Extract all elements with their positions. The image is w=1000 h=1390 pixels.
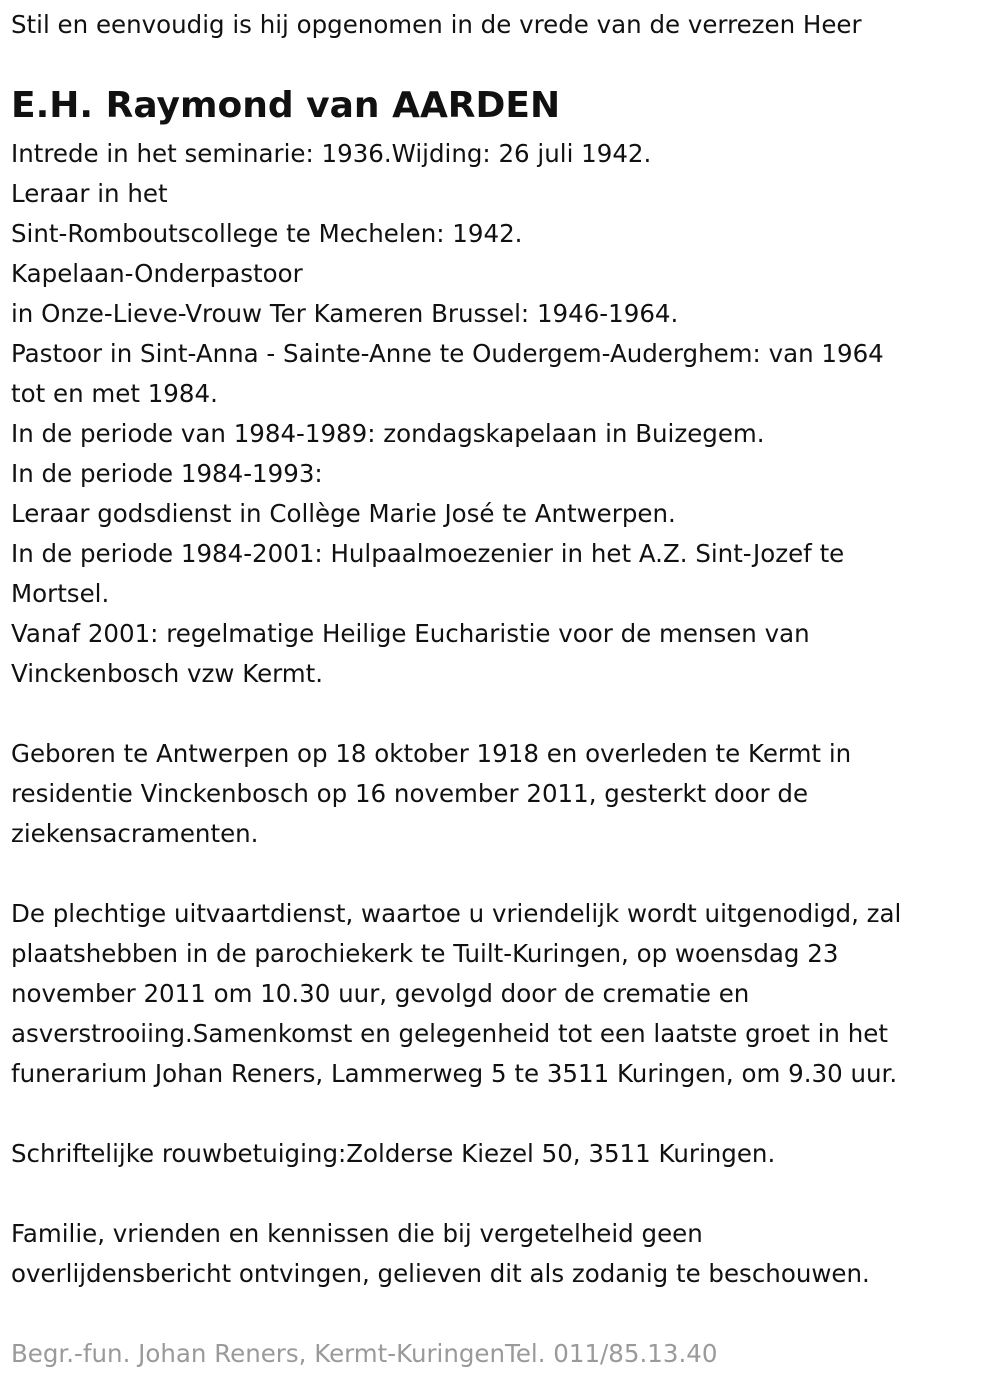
birth-death-line: residentie Vinckenbosch op 16 november 2011, gesterkt door de — [11, 779, 809, 808]
career-section — [11, 134, 884, 694]
condolence-address: Schriftelijke rouwbetuiging:Zolderse Kiezel 50, 3511 Kuringen. — [11, 1139, 776, 1168]
career-line: in Onze-Lieve-Vrouw Ter Kameren Brussel: 1946-1964. — [11, 299, 679, 328]
funeral-section — [11, 894, 901, 1094]
family-notice-section — [11, 1214, 870, 1294]
career-line: Mortsel. — [11, 579, 110, 608]
career-line: Kapelaan-Onderpastoor — [11, 259, 303, 288]
career-line: In de periode van 1984-1989: zondagskapelaan in Buizegem. — [11, 419, 765, 448]
funeral-home-footer: Begr.-fun. Johan Reners, Kermt-KuringenTel. 011/85.13.40 — [11, 1339, 718, 1368]
career-line: Vinckenbosch vzw Kermt. — [11, 659, 324, 688]
intro-sentence: Stil en eenvoudig is hij opgenomen in de vrede van de verrezen Heer — [11, 10, 862, 39]
funeral-line: funerarium Johan Reners, Lammerweg 5 te 3511 Kuringen, om 9.30 uur. — [11, 1059, 898, 1088]
career-line: In de periode 1984-1993: — [11, 459, 323, 488]
funeral-line: De plechtige uitvaartdienst, waartoe u vriendelijk wordt uitgenodigd, zal — [11, 899, 902, 928]
career-line: Vanaf 2001: regelmatige Heilige Eucharistie voor de mensen van — [11, 619, 810, 648]
condolence-section — [11, 1134, 775, 1174]
career-line: Leraar in het — [11, 179, 168, 208]
birth-death-section — [11, 734, 851, 854]
funeral-line: plaatshebben in de parochiekerk te Tuilt-Kuringen, op woensdag 23 — [11, 939, 839, 968]
funeral-line: asverstrooiing.Samenkomst en gelegenheid tot een laatste groet in het — [11, 1019, 888, 1048]
career-line: tot en met 1984. — [11, 379, 218, 408]
funeral-line: november 2011 om 10.30 uur, gevolgd door de crematie en — [11, 979, 750, 1008]
deceased-name: E.H. Raymond van AARDEN — [11, 85, 561, 126]
career-line: Pastoor in Sint-Anna - Sainte-Anne te Oudergem-Auderghem: van 1964 — [11, 339, 884, 368]
family-notice-line: overlijdensbericht ontvingen, gelieven dit als zodanig te beschouwen. — [11, 1259, 870, 1288]
birth-death-line: ziekensacramenten. — [11, 819, 259, 848]
career-line: Intrede in het seminarie: 1936.Wijding: 26 juli 1942. — [11, 139, 652, 168]
family-notice-line: Familie, vrienden en kennissen die bij vergetelheid geen — [11, 1219, 703, 1248]
career-line: Leraar godsdienst in Collège Marie José te Antwerpen. — [11, 499, 676, 528]
career-line: Sint-Romboutscollege te Mechelen: 1942. — [11, 219, 523, 248]
birth-death-line: Geboren te Antwerpen op 18 oktober 1918 en overleden te Kermt in — [11, 739, 852, 768]
career-line: In de periode 1984-2001: Hulpaalmoezenier in het A.Z. Sint-Jozef te — [11, 539, 845, 568]
